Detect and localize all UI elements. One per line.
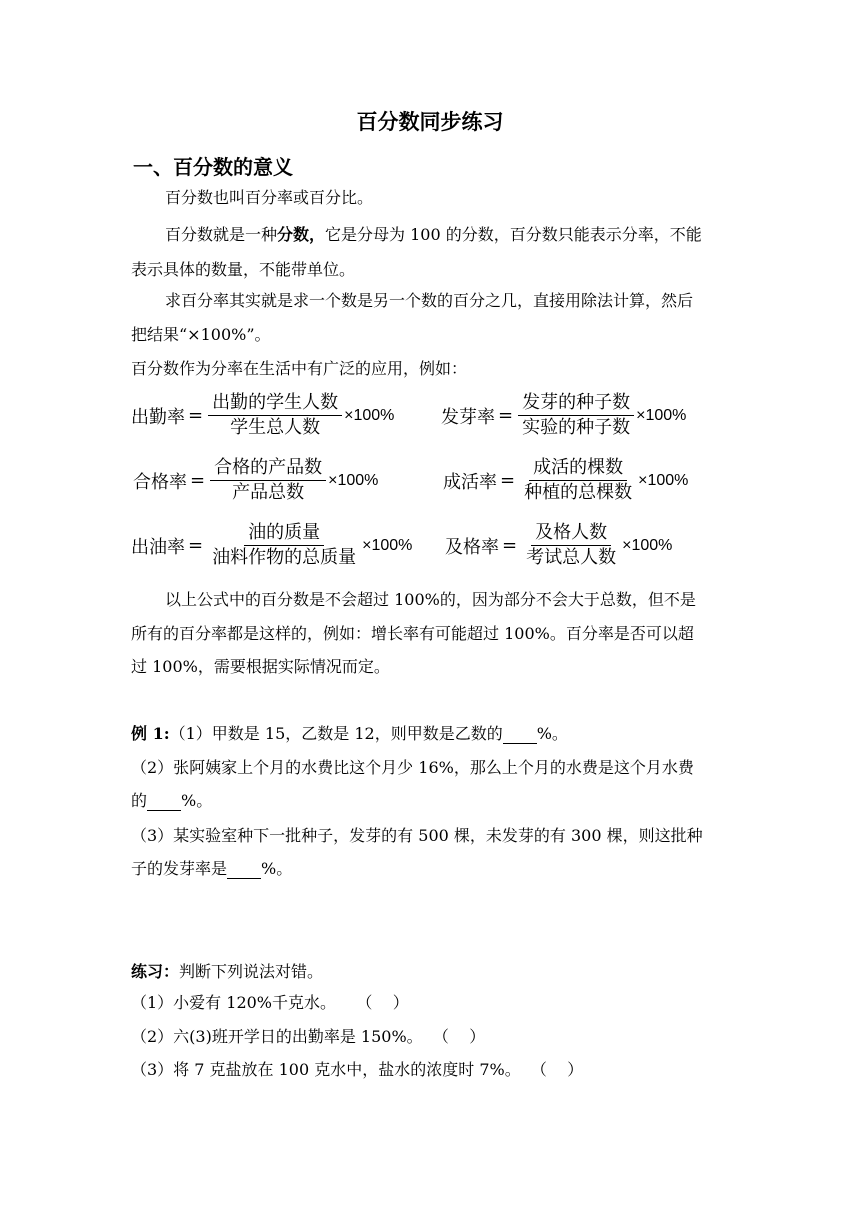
example-q1-text: （1）甲数是 15，乙数是 12，则甲数是乙数的 bbox=[169, 724, 503, 743]
times-100-percent: ×100% bbox=[328, 471, 379, 489]
percent-suffix: %。 bbox=[261, 859, 293, 878]
formula-pass-rate bbox=[445, 522, 672, 569]
intro-paragraph-1: 百分数也叫百分率或百分比。 bbox=[165, 188, 374, 207]
practice-intro: 判断下列说法对错。 bbox=[179, 962, 324, 981]
numerator: 油的质量 bbox=[244, 522, 324, 546]
fraction bbox=[522, 522, 620, 569]
practice-item-1: （1）小爱有 120%千克水。 （ ） bbox=[131, 993, 409, 1012]
numerator: 及格人数 bbox=[531, 522, 611, 546]
example-1-q1 bbox=[131, 724, 568, 744]
example-label: 例 1: bbox=[131, 724, 170, 743]
intro-p2-bold: 分数， bbox=[277, 225, 326, 244]
example-1-q3-line1: （3）某实验室种下一批种子，发芽的有 500 棵，未发芽的有 300 棵，则这批种 bbox=[131, 826, 703, 845]
equals-sign: = bbox=[188, 535, 204, 556]
times-100-percent: ×100% bbox=[344, 406, 395, 424]
times-100-percent: ×100% bbox=[638, 471, 689, 489]
intro-paragraph-2-line2: 表示具体的数量，不能带单位。 bbox=[131, 260, 356, 279]
intro-p2-post: 它是分母为 100 的分数，百分数只能表示分率，不能 bbox=[325, 225, 702, 244]
denominator: 学生总人数 bbox=[230, 417, 321, 438]
formula-name: 及格率 bbox=[445, 536, 499, 558]
denominator: 种植的总棵数 bbox=[524, 482, 633, 503]
formula-name: 出勤率 bbox=[131, 406, 185, 428]
times-100-percent: ×100% bbox=[362, 536, 413, 554]
percent-suffix: %。 bbox=[536, 724, 568, 743]
formula-name: 成活率 bbox=[443, 471, 497, 493]
example-q2-pre: 的 bbox=[131, 791, 148, 810]
fraction bbox=[208, 522, 360, 569]
formula-survival bbox=[443, 457, 688, 504]
fraction bbox=[208, 392, 342, 439]
note-line-2: 所有的百分率都是这样的，例如：增长率有可能超过 100%。百分率是否可以超 bbox=[131, 624, 694, 643]
equals-sign: = bbox=[188, 405, 204, 426]
formula-name: 合格率 bbox=[133, 471, 187, 493]
formula-pass-quality bbox=[133, 457, 378, 504]
fraction bbox=[518, 392, 634, 439]
times-100-percent: ×100% bbox=[636, 406, 687, 424]
denominator: 考试总人数 bbox=[526, 547, 617, 568]
example-1-q2-line1: （2）张阿姨家上个月的水费比这个月少 16%，那么上个月的水费是这个月水费 bbox=[131, 758, 694, 777]
formula-name: 发芽率 bbox=[441, 406, 495, 428]
example-1-q2-line2 bbox=[131, 791, 212, 811]
intro-paragraph-3-line2: 把结果“×100%”。 bbox=[131, 325, 271, 344]
formula-attendance bbox=[131, 392, 394, 439]
equals-sign: = bbox=[498, 405, 514, 426]
example-q3-pre: 子的发芽率是 bbox=[131, 859, 228, 878]
intro-paragraph-2 bbox=[165, 225, 702, 245]
answer-blank[interactable] bbox=[227, 862, 261, 879]
example-1-q3-line2 bbox=[131, 859, 292, 879]
denominator: 实验的种子数 bbox=[522, 417, 631, 438]
practice-item-2: （2）六(3)班开学日的出勤率是 150%。 （ ） bbox=[131, 1027, 486, 1046]
numerator: 出勤的学生人数 bbox=[208, 392, 342, 416]
note-line-1: 以上公式中的百分数是不会超过 100%的，因为部分不会大于总数，但不是 bbox=[165, 590, 696, 609]
times-100-percent: ×100% bbox=[622, 536, 673, 554]
numerator: 成活的棵数 bbox=[529, 457, 627, 481]
intro-paragraph-3: 求百分率其实就是求一个数是另一个数的百分之几，直接用除法计算，然后 bbox=[165, 291, 694, 310]
practice-item-3: （3）将 7 克盐放在 100 克水中，盐水的浓度时 7%。 （ ） bbox=[131, 1060, 584, 1079]
intro-p2-pre: 百分数就是一种 bbox=[165, 225, 278, 244]
equals-sign: = bbox=[502, 535, 518, 556]
equals-sign: = bbox=[500, 470, 516, 491]
fraction bbox=[210, 457, 326, 504]
note-line-3: 过 100%，需要根据实际情况而定。 bbox=[131, 657, 390, 676]
formula-oil-yield bbox=[131, 522, 412, 569]
numerator: 合格的产品数 bbox=[210, 457, 326, 481]
formula-germination bbox=[441, 392, 686, 439]
denominator: 产品总数 bbox=[232, 482, 305, 503]
practice-label: 练习： bbox=[131, 962, 180, 981]
equals-sign: = bbox=[190, 470, 206, 491]
denominator: 油料作物的总质量 bbox=[212, 547, 357, 568]
numerator: 发芽的种子数 bbox=[518, 392, 634, 416]
page-title: 百分数同步练习 bbox=[356, 110, 504, 134]
answer-blank[interactable] bbox=[147, 794, 181, 811]
answer-blank[interactable] bbox=[503, 727, 537, 744]
section-heading: 一、百分数的意义 bbox=[133, 155, 293, 179]
formula-name: 出油率 bbox=[131, 536, 185, 558]
intro-paragraph-4: 百分数作为分率在生活中有广泛的应用，例如： bbox=[131, 359, 468, 378]
fraction bbox=[520, 457, 636, 504]
percent-suffix: %。 bbox=[181, 791, 213, 810]
practice-heading bbox=[131, 962, 323, 982]
